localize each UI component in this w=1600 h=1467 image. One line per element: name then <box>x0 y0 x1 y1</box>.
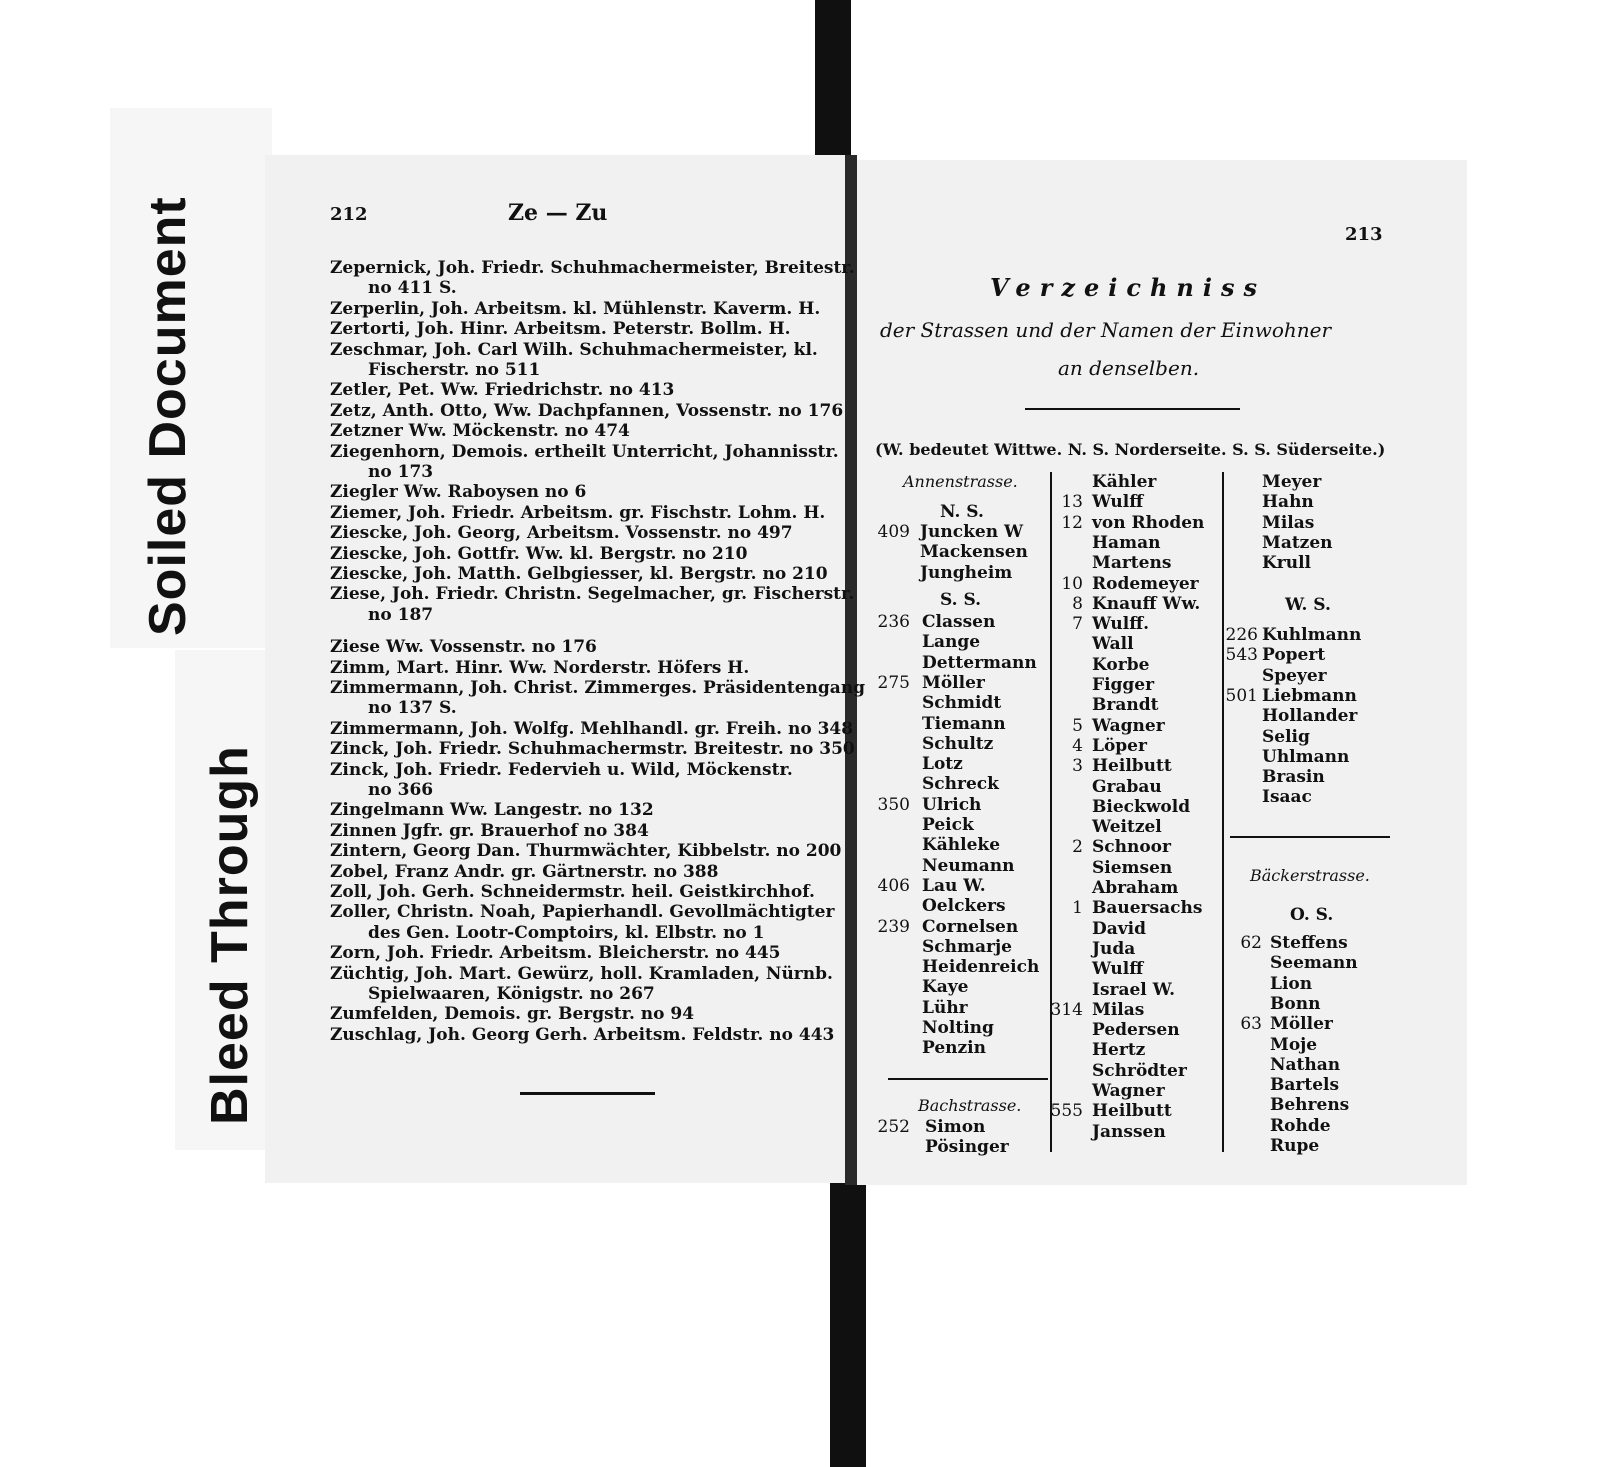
resident-name: Hertz <box>1092 1040 1146 1061</box>
house-number: 2 <box>1072 837 1083 858</box>
left-end-rule <box>520 1092 655 1095</box>
resident-name: Nathan <box>1270 1054 1341 1075</box>
resident-name: Wagner <box>1092 715 1165 736</box>
resident-name: Penzin <box>922 1038 986 1059</box>
house-number: 226 <box>1225 625 1258 645</box>
resident-name: Jungheim <box>920 562 1013 583</box>
resident-name: Lau W. <box>922 875 986 896</box>
house-number: 5 <box>1072 715 1083 736</box>
left-entry-line: Zinnen Jgfr. gr. Brauerhof no 384 <box>330 820 649 841</box>
resident-name: Israel W. <box>1092 979 1176 1000</box>
house-number: 314 <box>1050 999 1083 1020</box>
resident-name: Heidenreich <box>922 957 1040 978</box>
left-running-head: Ze — Zu <box>508 200 608 226</box>
house-number: 350 <box>877 794 910 815</box>
left-entry-line: Zimm, Mart. Hinr. Ww. Norderstr. Höfers H. <box>330 657 750 678</box>
resident-name: Tiemann <box>922 713 1006 734</box>
resident-name: Matzen <box>1262 532 1333 553</box>
resident-name: Selig <box>1262 726 1310 747</box>
left-entry-line: Zetler, Pet. Ww. Friedrichstr. no 413 <box>330 380 675 401</box>
resident-name: Liebmann <box>1262 685 1357 706</box>
resident-name: Behrens <box>1270 1095 1350 1116</box>
resident-name: Löper <box>1092 735 1147 756</box>
resident-name: Classen <box>922 612 996 632</box>
left-entry-line: Ziescke, Joh. Matth. Gelbgiesser, kl. Bergstr. no 210 <box>330 564 828 584</box>
left-entry-line: Zerperlin, Joh. Arbeitsm. kl. Mühlenstr. Kaverm. H. <box>330 298 821 319</box>
col-sep-2 <box>1222 472 1224 1152</box>
house-number: 10 <box>1061 573 1083 594</box>
house-number: 1 <box>1072 898 1083 919</box>
resident-name: Möller <box>1270 1014 1333 1035</box>
left-entry-line: no 137 S. <box>368 698 457 719</box>
baeckerstrasse-heading: Bäckerstrasse. <box>1250 866 1370 885</box>
bleed-through-label: Bleed Through <box>201 745 259 1125</box>
resident-name: Bartels <box>1270 1075 1340 1096</box>
left-entry-line: Ziegenhorn, Demois. ertheilt Unterricht, Johannisstr. <box>330 441 839 462</box>
left-entry-line: no 366 <box>368 780 434 800</box>
left-entry-line: Zumfelden, Demois. gr. Bergstr. no 94 <box>330 1004 695 1025</box>
resident-name: Juncken W <box>920 522 1024 542</box>
resident-name: Ulrich <box>922 794 982 815</box>
left-entry-line: Zinck, Joh. Friedr. Schuhmachermstr. Breitestr. no 350 <box>330 739 855 760</box>
house-number: 12 <box>1061 512 1083 533</box>
left-entry-line: Zobel, Franz Andr. gr. Gärtnerstr. no 388 <box>330 861 719 882</box>
resident-name: Rohde <box>1270 1115 1331 1136</box>
left-entry-line: Zetz, Anth. Otto, Ww. Dachpfannen, Vossenstr. no 176 <box>330 400 844 421</box>
resident-name: Knauff Ww. <box>1092 593 1201 614</box>
resident-name: Simon <box>925 1117 986 1137</box>
resident-name: Haman <box>1092 532 1161 553</box>
resident-name: von Rhoden <box>1092 512 1205 533</box>
left-entry-line: Züchtig, Joh. Mart. Gewürz, holl. Kramladen, Nürnb. <box>330 963 833 984</box>
resident-name: Wulff. <box>1092 614 1150 635</box>
right-subtitle-1: der Strassen und der Namen der Einwohner <box>880 318 1332 342</box>
resident-name: Janssen <box>1092 1121 1166 1142</box>
house-number: 239 <box>877 916 910 937</box>
resident-name: Wulff <box>1092 959 1144 980</box>
resident-name: Lühr <box>922 997 968 1018</box>
house-number: 7 <box>1072 614 1083 635</box>
title-rule <box>1025 408 1240 410</box>
resident-name: Heilbutt <box>1092 1101 1172 1122</box>
house-number: 4 <box>1072 735 1083 756</box>
resident-name: Wulff <box>1092 492 1144 513</box>
left-entry-line: Zimmermann, Joh. Christ. Zimmerges. Präsidentengang <box>330 678 866 698</box>
resident-name: Schmarje <box>922 936 1012 957</box>
resident-name: Krull <box>1262 553 1312 574</box>
house-number: 236 <box>877 612 910 632</box>
left-entry-line: Ziese Ww. Vossenstr. no 176 <box>330 637 597 658</box>
resident-name: Uhlmann <box>1262 746 1350 767</box>
resident-name: Schnoor <box>1092 837 1171 858</box>
left-entry-line: Zorn, Joh. Friedr. Arbeitsm. Bleicherstr. no 445 <box>330 943 781 964</box>
house-number: 13 <box>1061 492 1083 513</box>
left-entry-line: Zintern, Georg Dan. Thurmwächter, Kibbelstr. no 200 <box>330 841 842 862</box>
resident-name: Milas <box>1092 999 1145 1020</box>
house-number: 543 <box>1225 645 1258 666</box>
house-number: 275 <box>877 672 910 693</box>
page-fold <box>845 155 857 1185</box>
house-number: 252 <box>877 1117 910 1137</box>
left-page-number: 212 <box>330 204 368 225</box>
house-number: 8 <box>1072 593 1083 614</box>
annenstrasse-heading: Annenstrasse. <box>903 472 1018 491</box>
left-entry-line: no 411 S. <box>368 278 457 299</box>
left-entry-line: Zepernick, Joh. Friedr. Schuhmachermeister, Breitestr. <box>330 258 855 278</box>
left-entry-line: no 173 <box>368 462 434 482</box>
resident-name: Nolting <box>922 1018 994 1038</box>
resident-name: Abraham <box>1092 878 1179 898</box>
bachstrasse-rule <box>888 1078 1048 1080</box>
resident-name: Grabau <box>1092 776 1162 797</box>
house-number: 406 <box>877 875 910 896</box>
resident-name: Figger <box>1092 675 1155 695</box>
left-entry-line: no 187 <box>368 604 434 625</box>
soiled-document-label: Soiled Document <box>139 196 197 636</box>
resident-name: Neumann <box>922 855 1015 876</box>
left-entry-line: Zoller, Christn. Noah, Papierhandl. Gevollmächtigter <box>330 902 835 923</box>
left-entry-line: Zinck, Joh. Friedr. Federvieh u. Wild, Möckenstr. <box>330 759 793 780</box>
binder-bottom <box>830 1180 866 1467</box>
left-entry-line: Ziemer, Joh. Friedr. Arbeitsm. gr. Fischstr. Lohm. H. <box>330 502 826 523</box>
resident-name: Korbe <box>1092 654 1150 675</box>
side-ws: W. S. <box>1285 595 1331 615</box>
resident-name: Lange <box>922 632 981 653</box>
resident-name: Lotz <box>922 754 963 775</box>
resident-name: Popert <box>1262 645 1326 666</box>
resident-name: Meyer <box>1262 472 1322 492</box>
side-ss-1: S. S. <box>940 590 982 610</box>
resident-name: Kähleke <box>922 835 1001 856</box>
resident-name: Pösinger <box>925 1137 1009 1158</box>
resident-name: Hahn <box>1262 492 1314 513</box>
house-number: 3 <box>1072 756 1083 777</box>
resident-name: Wall <box>1092 634 1134 655</box>
resident-name: Brandt <box>1092 695 1159 716</box>
binder-top <box>815 0 851 162</box>
left-entry-line: Zertorti, Joh. Hinr. Arbeitsm. Peterstr. Bollm. H. <box>330 319 791 340</box>
resident-name: Bonn <box>1270 993 1321 1014</box>
resident-name: Rodemeyer <box>1092 573 1199 594</box>
resident-name: Möller <box>922 672 985 693</box>
resident-name: Dettermann <box>922 652 1037 673</box>
right-title: Verzeichniss <box>990 273 1266 302</box>
left-entry-line: Spielwaaren, Königstr. no 267 <box>368 984 655 1004</box>
resident-name: Isaac <box>1262 787 1312 808</box>
baeckerstrasse-rule <box>1230 836 1390 838</box>
resident-name: Siemsen <box>1092 857 1173 878</box>
resident-name: Mackensen <box>920 542 1028 563</box>
resident-name: Schultz <box>922 733 994 754</box>
resident-name: Seemann <box>1270 953 1358 974</box>
left-entry-line: Ziese, Joh. Friedr. Christn. Segelmacher, gr. Fischerstr. <box>330 584 855 605</box>
right-page-number: 213 <box>1345 224 1383 245</box>
resident-name: Speyer <box>1262 665 1327 686</box>
resident-name: David <box>1092 918 1146 939</box>
resident-name: Pedersen <box>1092 1020 1180 1041</box>
left-entry-line: Zeschmar, Joh. Carl Wilh. Schuhmachermeister, kl. <box>330 339 818 360</box>
resident-name: Cornelsen <box>922 916 1019 937</box>
resident-name: Kaye <box>922 977 969 998</box>
house-number: 501 <box>1225 685 1258 706</box>
side-os: O. S. <box>1290 905 1334 925</box>
resident-name: Lion <box>1270 973 1313 994</box>
house-number: 63 <box>1240 1014 1262 1035</box>
resident-name: Martens <box>1092 553 1172 574</box>
left-entry-line: Zetzner Ww. Möckenstr. no 474 <box>330 421 630 442</box>
resident-name: Juda <box>1092 938 1136 959</box>
left-entry-line: Zingelmann Ww. Langestr. no 132 <box>330 800 654 821</box>
left-entry-line: Zoll, Joh. Gerh. Schneidermstr. heil. Geistkirchhof. <box>330 882 815 902</box>
left-entry-line: des Gen. Lootr-Comptoirs, kl. Elbstr. no 1 <box>368 922 765 943</box>
resident-name: Kuhlmann <box>1262 625 1362 645</box>
resident-name: Rupe <box>1270 1136 1320 1156</box>
resident-name: Moje <box>1270 1034 1318 1055</box>
resident-name: Schmidt <box>922 693 1002 714</box>
side-ns-1: N. S. <box>940 502 984 522</box>
resident-name: Bieckwold <box>1092 796 1191 817</box>
resident-name: Wagner <box>1092 1081 1165 1101</box>
bachstrasse-heading: Bachstrasse. <box>918 1096 1022 1115</box>
left-entry-line: Ziegler Ww. Raboysen no 6 <box>330 482 587 503</box>
right-subtitle-2: an denselben. <box>1058 356 1200 380</box>
resident-name: Hollander <box>1262 706 1358 727</box>
left-entry-line: Ziescke, Joh. Gottfr. Ww. kl. Bergstr. no 210 <box>330 543 748 564</box>
resident-name: Oelckers <box>922 896 1006 917</box>
resident-name: Heilbutt <box>1092 756 1172 777</box>
left-entry-line: Ziescke, Joh. Georg, Arbeitsm. Vossenstr. no 497 <box>330 523 793 544</box>
house-number: 409 <box>877 522 910 542</box>
resident-name: Weitzel <box>1092 817 1162 838</box>
left-entry-line: Zuschlag, Joh. Georg Gerh. Arbeitsm. Feldstr. no 443 <box>330 1024 835 1045</box>
resident-name: Schrödter <box>1092 1060 1187 1081</box>
resident-name: Milas <box>1262 512 1315 533</box>
house-number: 555 <box>1050 1101 1083 1122</box>
resident-name: Brasin <box>1262 767 1325 788</box>
resident-name: Peick <box>922 815 974 835</box>
left-entry-line: Zimmermann, Joh. Wolfg. Mehlhandl. gr. Freih. no 348 <box>330 718 854 739</box>
resident-name: Bauersachs <box>1092 898 1203 919</box>
resident-name: Schreck <box>922 774 999 795</box>
resident-name: Steffens <box>1270 933 1348 953</box>
right-legend: (W. bedeutet Wittwe. N. S. Norderseite. S. S. Süderseite.) <box>875 440 1386 459</box>
left-entry-line: Fischerstr. no 511 <box>368 360 541 380</box>
resident-name: Kähler <box>1092 472 1157 492</box>
house-number: 62 <box>1240 933 1262 953</box>
